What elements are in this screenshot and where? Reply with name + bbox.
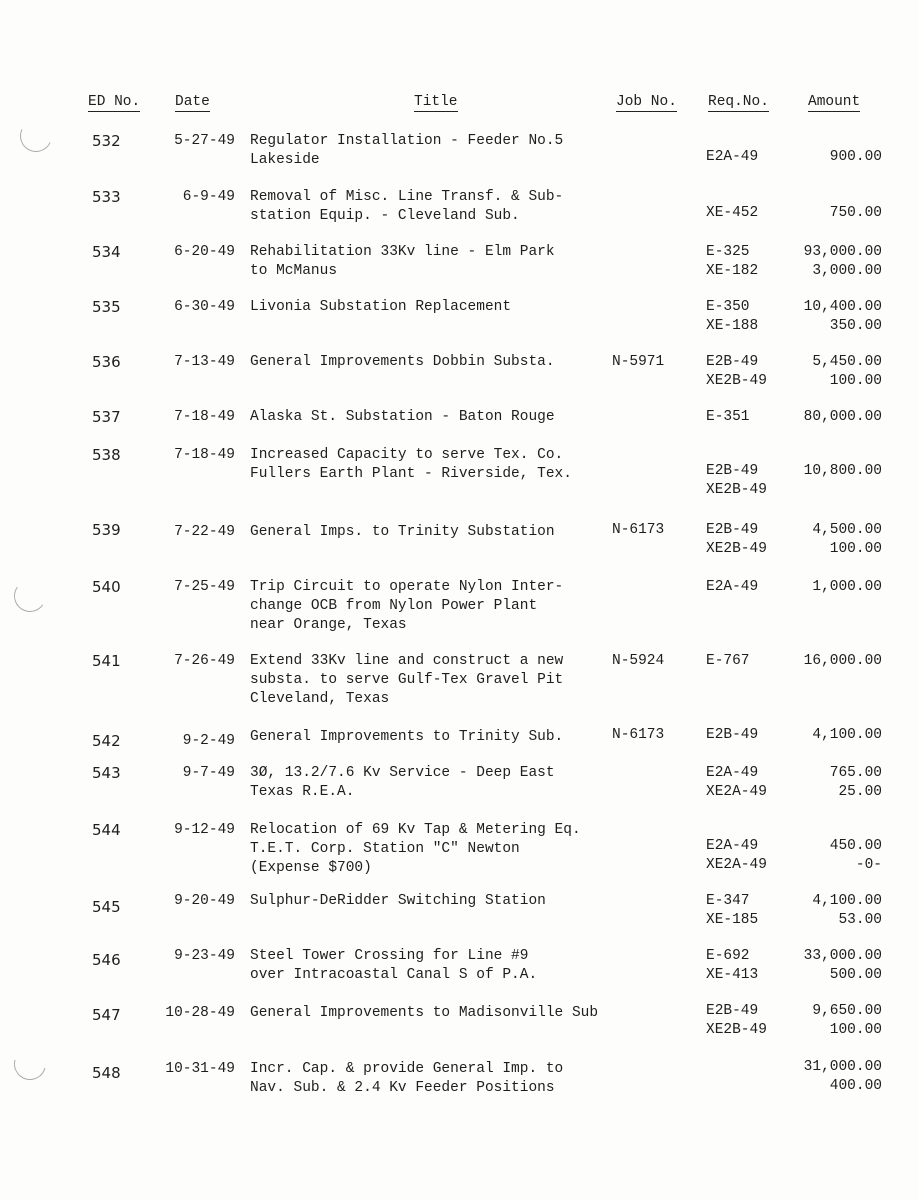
amount: 765.00 25.00 xyxy=(829,765,882,800)
header-amount: Amount xyxy=(808,94,861,110)
binder-hole-top xyxy=(15,115,56,156)
entry-title: Relocation of 69 Kv Tap & Metering Eq. T.E.T. Corp. Station "C" Newton (Expense $700) xyxy=(250,822,581,876)
req-number: E-347 XE-185 xyxy=(706,893,759,928)
entry-title: Trip Circuit to operate Nylon Inter- change OCB from Nylon Power Plant near Orange, Texas xyxy=(250,579,564,633)
job-number: N-6173 xyxy=(612,727,665,743)
entry-date: 10-28-49 xyxy=(165,1005,235,1021)
entry-date: 5-27-49 xyxy=(174,133,235,149)
ed-number: 539 xyxy=(92,521,121,539)
entry-date: 6-9-49 xyxy=(182,189,235,205)
req-number: E2B-49 xyxy=(706,727,759,743)
amount: 16,000.00 xyxy=(803,653,882,669)
entry-title: General Improvements to Madisonville Sub xyxy=(250,1005,599,1021)
req-number: E2B-49 XE2B-49 xyxy=(706,354,767,389)
header-job-no: Job No. xyxy=(616,94,677,110)
amount: 1,000.00 xyxy=(812,579,882,595)
ed-number: 541 xyxy=(92,652,121,670)
entry-title: Regulator Installation - Feeder No.5 Lakeside xyxy=(250,133,564,168)
req-number: E-767 xyxy=(706,653,750,669)
ed-number: 547 xyxy=(92,1006,121,1024)
amount: 31,000.00 400.00 xyxy=(803,1059,882,1094)
entry-date: 6-20-49 xyxy=(174,244,235,260)
ed-number: 543 xyxy=(92,764,121,782)
req-number: E-350 XE-188 xyxy=(706,299,759,334)
req-number: E2B-49 XE2B-49 xyxy=(706,463,767,498)
entry-date: 9-7-49 xyxy=(182,765,235,781)
entry-title: Incr. Cap. & provide General Imp. to Nav. Sub. & 2.4 Kv Feeder Positions xyxy=(250,1061,564,1096)
entry-date: 6-30-49 xyxy=(174,299,235,315)
header-ed-no: ED No. xyxy=(88,94,141,110)
amount: 750.00 xyxy=(829,205,882,221)
header-date: Date xyxy=(175,94,210,110)
amount: 93,000.00 3,000.00 xyxy=(803,244,882,279)
amount: 33,000.00 500.00 xyxy=(803,948,882,983)
job-number: N-6173 xyxy=(612,522,665,538)
amount: 4,500.00 100.00 xyxy=(812,522,882,557)
entry-date: 7-18-49 xyxy=(174,447,235,463)
ed-number: 545 xyxy=(92,898,121,916)
req-number: E2A-49 XE2A-49 xyxy=(706,765,767,800)
entry-date: 9-20-49 xyxy=(174,893,235,909)
entry-title: Sulphur-DeRidder Switching Station xyxy=(250,893,546,909)
req-number: E2B-49 XE2B-49 xyxy=(706,1003,767,1038)
amount: 80,000.00 xyxy=(803,409,882,425)
entry-title: General Improvements Dobbin Substa. xyxy=(250,354,555,370)
req-number: E2A-49 XE2A-49 xyxy=(706,838,767,873)
ed-number: 532 xyxy=(92,132,121,150)
entry-date: 9-12-49 xyxy=(174,822,235,838)
entry-title: Increased Capacity to serve Tex. Co. Fullers Earth Plant - Riverside, Tex. xyxy=(250,447,572,482)
entry-title: Extend 33Kv line and construct a new substa. to serve Gulf-Tex Gravel Pit Cleveland, Texas xyxy=(250,653,564,707)
amount: 4,100.00 xyxy=(812,727,882,743)
req-number: E2B-49 XE2B-49 xyxy=(706,522,767,557)
entry-date: 7-13-49 xyxy=(174,354,235,370)
entry-title: Steel Tower Crossing for Line #9 over Intracoastal Canal S of P.A. xyxy=(250,948,538,983)
req-number: E-325 XE-182 xyxy=(706,244,759,279)
ed-number: 546 xyxy=(92,951,121,969)
req-number: E-692 XE-413 xyxy=(706,948,759,983)
ed-number: 540 xyxy=(92,578,121,596)
ed-number: 534 xyxy=(92,243,121,261)
entry-date: 9-2-49 xyxy=(182,733,235,749)
ed-number: 535 xyxy=(92,298,121,316)
ed-number: 548 xyxy=(92,1064,121,1082)
entry-date: 10-31-49 xyxy=(165,1061,235,1077)
entry-date: 7-18-49 xyxy=(174,409,235,425)
amount: 9,650.00 100.00 xyxy=(812,1003,882,1038)
entry-date: 9-23-49 xyxy=(174,948,235,964)
entry-title: 3Ø, 13.2/7.6 Kv Service - Deep East Texas R.E.A. xyxy=(250,765,555,800)
entry-date: 7-22-49 xyxy=(174,524,235,540)
binder-hole-middle xyxy=(11,577,48,614)
amount: 4,100.00 53.00 xyxy=(812,893,882,928)
entry-title: General Improvements to Trinity Sub. xyxy=(250,729,564,745)
header-title: Title xyxy=(414,94,458,110)
amount: 10,800.00 xyxy=(803,463,882,479)
entry-date: 7-25-49 xyxy=(174,579,235,595)
entry-title: Alaska St. Substation - Baton Rouge xyxy=(250,409,555,425)
amount: 450.00 -0- xyxy=(829,838,882,873)
amount: 10,400.00 350.00 xyxy=(803,299,882,334)
amount: 900.00 xyxy=(829,149,882,165)
job-number: N-5971 xyxy=(612,354,665,370)
ed-number: 536 xyxy=(92,353,121,371)
ed-number: 542 xyxy=(92,732,121,750)
header-req-no: Req.No. xyxy=(708,94,769,110)
entry-title: Rehabilitation 33Kv line - Elm Park to McManus xyxy=(250,244,555,279)
req-number: XE-452 xyxy=(706,205,759,221)
entry-title: General Imps. to Trinity Substation xyxy=(250,524,555,540)
req-number: E2A-49 xyxy=(706,149,759,165)
binder-hole-bottom xyxy=(8,1042,52,1086)
req-number: E2A-49 xyxy=(706,579,759,595)
amount: 5,450.00 100.00 xyxy=(812,354,882,389)
entry-title: Removal of Misc. Line Transf. & Sub- station Equip. - Cleveland Sub. xyxy=(250,189,564,224)
job-number: N-5924 xyxy=(612,653,665,669)
ed-number: 544 xyxy=(92,821,121,839)
entry-date: 7-26-49 xyxy=(174,653,235,669)
entry-title: Livonia Substation Replacement xyxy=(250,299,512,315)
ed-number: 537 xyxy=(92,408,121,426)
req-number: E-351 xyxy=(706,409,750,425)
ed-number: 533 xyxy=(92,188,121,206)
ed-number: 538 xyxy=(92,446,121,464)
